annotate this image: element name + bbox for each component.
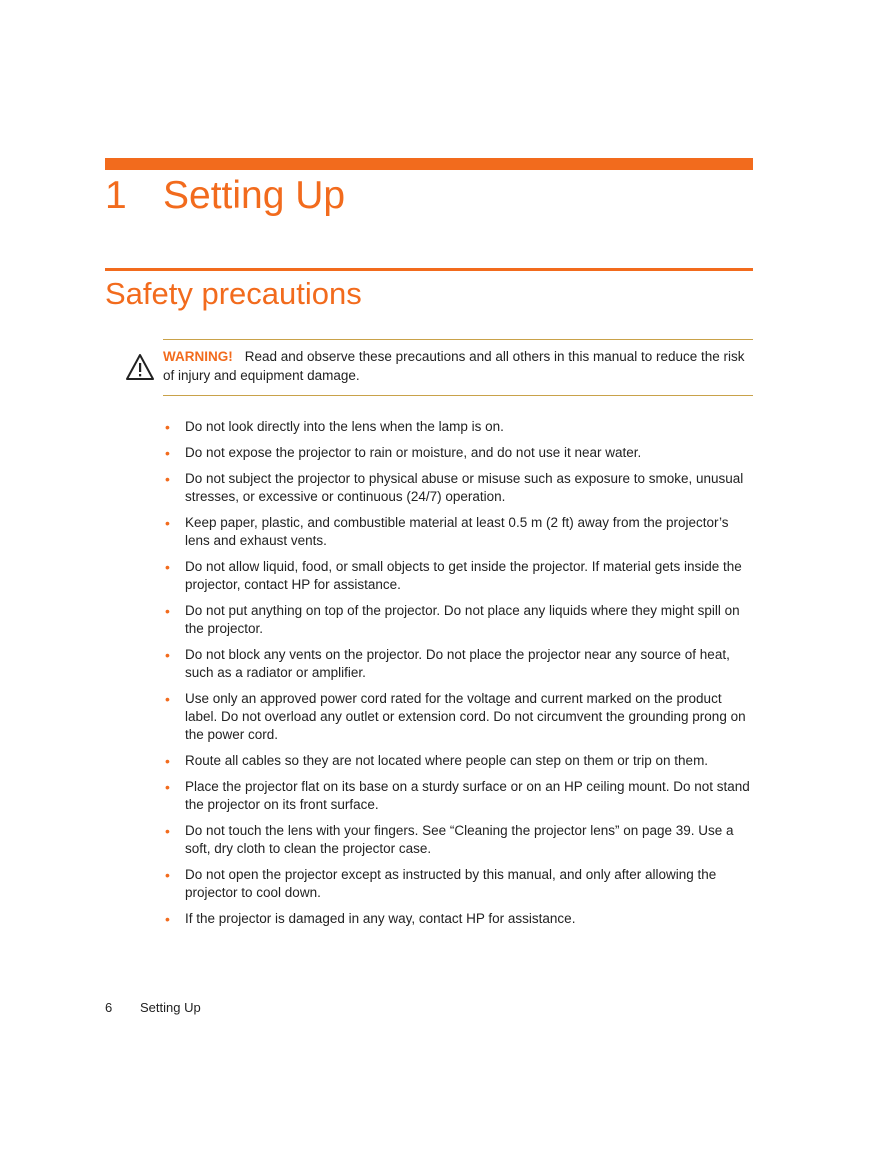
precaution-text: Do not open the projector except as instructed by this manual, and only after allowing the projector to cool down. — [185, 867, 717, 900]
precaution-item — [164, 910, 752, 928]
precaution-text: Do not touch the lens with your fingers. See “Cleaning the projector lens” on page 39. Use a soft, dry cloth to clean the projector case. — [185, 823, 734, 856]
bullet-dot: • — [165, 445, 170, 461]
precaution-item — [164, 418, 752, 436]
precaution-text: Do not put anything on top of the projector. Do not place any liquids where they might spill on the projector. — [185, 603, 740, 636]
chapter-bar — [105, 158, 753, 170]
warning-triangle-icon — [125, 353, 155, 381]
precaution-item — [164, 690, 752, 744]
warning-bottom-rule — [163, 395, 753, 396]
bullet-dot: • — [165, 823, 170, 839]
precaution-item — [164, 646, 752, 682]
warning-top-rule — [163, 339, 753, 340]
warning-text: Read and observe these precautions and all others in this manual to reduce the risk of injury and equipment damage. — [163, 349, 745, 383]
precaution-item — [164, 778, 752, 814]
precaution-item — [164, 444, 752, 462]
precaution-text: Do not allow liquid, food, or small objects to get inside the projector. If material gets inside the projector, contact HP for assistance. — [185, 559, 742, 592]
bullet-dot: • — [165, 515, 170, 531]
warning-callout — [163, 347, 751, 385]
bullet-dot: • — [165, 603, 170, 619]
precaution-text: Keep paper, plastic, and combustible material at least 0.5 m (2 ft) away from the projector’s lens and exhaust vents. — [185, 515, 729, 548]
bullet-dot: • — [165, 779, 170, 795]
precaution-text: Use only an approved power cord rated for the voltage and current marked on the product label. Do not overload any outlet or extension cord. Do not circumvent the grounding prong on the power cord. — [185, 691, 746, 742]
precaution-list — [164, 418, 752, 936]
precaution-item — [164, 866, 752, 902]
chapter-title-text: Setting Up — [163, 174, 346, 217]
page-footer — [105, 999, 201, 1017]
bullet-dot: • — [165, 419, 170, 435]
precaution-item — [164, 822, 752, 858]
precaution-text: Do not subject the projector to physical abuse or misuse such as exposure to smoke, unusual stresses, or excessive or continuous (24/7) operation. — [185, 471, 744, 504]
bullet-dot: • — [165, 647, 170, 663]
section-title: Safety precautions — [105, 276, 362, 311]
running-title: Setting Up — [140, 1000, 201, 1015]
warning-label: WARNING! — [163, 349, 233, 364]
precaution-text: Do not look directly into the lens when the lamp is on. — [185, 419, 504, 434]
bullet-dot: • — [165, 911, 170, 927]
chapter-title — [105, 172, 345, 220]
bullet-dot: • — [165, 559, 170, 575]
precaution-text: Do not expose the projector to rain or moisture, and do not use it near water. — [185, 445, 642, 460]
bullet-dot: • — [165, 691, 170, 707]
bullet-dot: • — [165, 471, 170, 487]
bullet-dot: • — [165, 753, 170, 769]
precaution-item — [164, 752, 752, 770]
chapter-number: 1 — [105, 174, 127, 217]
precaution-item — [164, 514, 752, 550]
precaution-text: Do not block any vents on the projector. Do not place the projector near any source of heat, such as a radiator or amplifier. — [185, 647, 730, 680]
precaution-text: If the projector is damaged in any way, contact HP for assistance. — [185, 911, 576, 926]
page-number: 6 — [105, 1000, 113, 1015]
precaution-item — [164, 602, 752, 638]
precaution-text: Route all cables so they are not located where people can step on them or trip on them. — [185, 753, 709, 768]
precaution-text: Place the projector flat on its base on a sturdy surface or on an HP ceiling mount. Do not stand the projector on its front surface. — [185, 779, 750, 812]
precaution-item — [164, 470, 752, 506]
precaution-item — [164, 558, 752, 594]
section-rule — [105, 268, 753, 271]
bullet-dot: • — [165, 867, 170, 883]
